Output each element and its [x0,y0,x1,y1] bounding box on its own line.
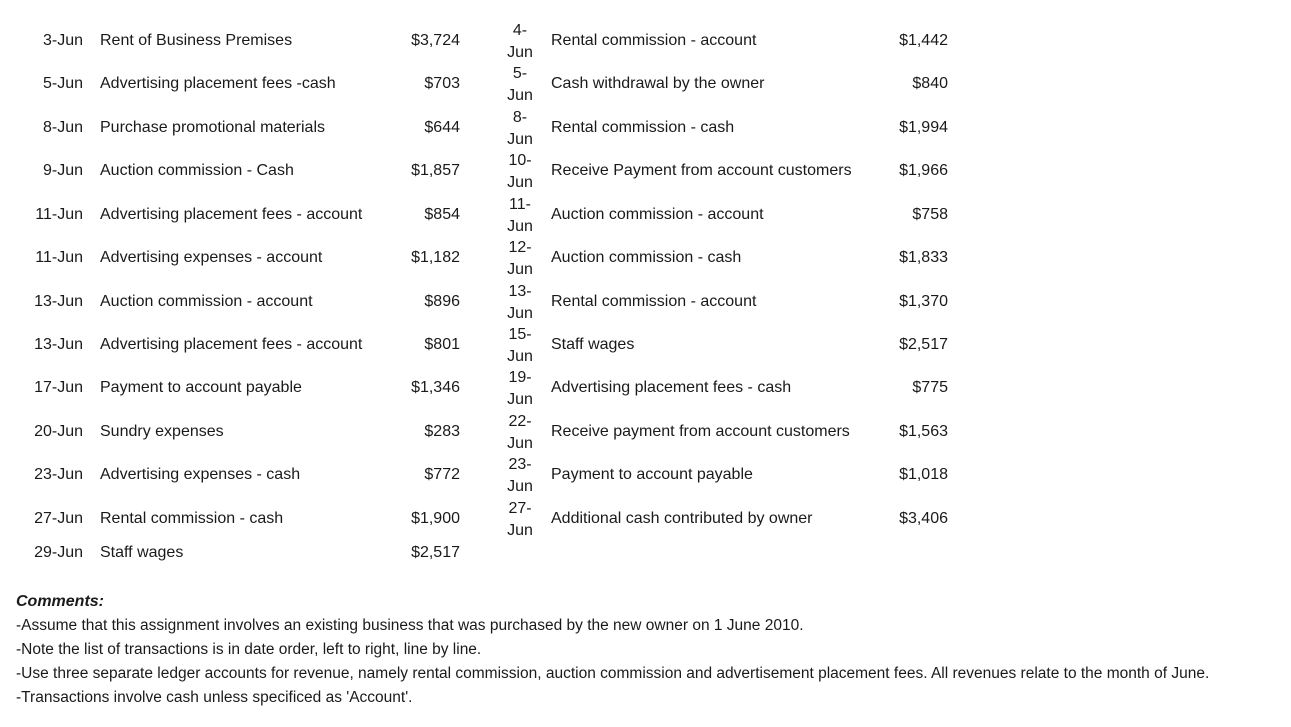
right-date-month: Jun [507,218,533,235]
comment-line: -Transactions involve cash unless specificed as 'Account'. [16,689,413,706]
transaction-row [0,369,1291,409]
right-description: Rental commission - account [551,293,757,310]
transaction-row [0,65,1291,105]
right-date-day: 15- [508,326,532,343]
right-date-day: 22- [508,413,532,430]
left-description: Rental commission - cash [100,510,284,527]
left-amount: $283 [424,423,460,440]
left-amount: $3,724 [411,32,460,49]
right-date-month: Jun [507,522,533,539]
left-description: Advertising placement fees - account [100,336,363,353]
right-description: Receive Payment from account customers [551,162,852,179]
comments-heading: Comments: [16,593,105,610]
left-description: Staff wages [100,544,184,561]
right-amount: $1,994 [899,119,948,136]
left-description: Rent of Business Premises [100,32,293,49]
right-amount: $840 [912,75,948,92]
left-amount: $2,517 [411,544,460,561]
right-date-day: 13- [508,283,532,300]
right-amount: $1,442 [899,32,948,49]
right-date-day: 23- [508,456,532,473]
left-description: Payment to account payable [100,379,302,396]
right-description: Auction commission - account [551,206,764,223]
right-description: Auction commission - cash [551,249,742,266]
right-date-month: Jun [507,478,533,495]
left-description: Auction commission - account [100,293,313,310]
right-date [500,281,540,325]
comment-line: -Use three separate ledger accounts for revenue, namely rental commission, auction commission and advertisement placement fees. All revenues relate to the month of June. [16,665,1210,682]
left-date: 11-Jun [35,206,83,223]
right-amount: $1,563 [899,423,948,440]
right-date-month: Jun [507,174,533,191]
right-description: Additional cash contributed by owner [551,510,813,527]
right-date-month: Jun [507,305,533,322]
comment-line: -Note the list of transactions is in date order, left to right, line by line. [16,641,482,658]
right-amount: $3,406 [899,510,948,527]
transaction-row [0,152,1291,192]
right-description: Rental commission - account [551,32,757,49]
left-date: 11-Jun [35,249,83,266]
right-amount: $1,966 [899,162,948,179]
right-amount: $758 [912,206,948,223]
right-date-month: Jun [507,348,533,365]
right-amount: $1,833 [899,249,948,266]
left-description: Advertising placement fees - account [100,206,363,223]
left-amount: $1,182 [411,249,460,266]
left-date: 20-Jun [34,423,83,440]
right-date-day: 12- [508,239,532,256]
transaction-row [0,109,1291,149]
right-date [500,63,540,107]
right-date-month: Jun [507,261,533,278]
comment-line: -Assume that this assignment involves an existing business that was purchased by the new owner on 1 June 2010. [16,617,804,634]
left-date: 5-Jun [42,75,83,92]
right-date [500,454,540,498]
right-date-month: Jun [507,131,533,148]
right-date-day: 27- [508,500,532,517]
left-amount: $644 [424,119,460,136]
left-date: 29-Jun [34,544,83,561]
right-date-month: Jun [507,435,533,452]
left-date: 13-Jun [34,293,83,310]
right-date [500,107,540,151]
right-amount: $775 [912,379,948,396]
left-amount: $772 [424,466,460,483]
right-date-day: 4- [512,22,528,39]
left-date: 27-Jun [34,510,83,527]
right-date [500,411,540,455]
right-date [500,20,540,64]
left-date: 8-Jun [42,119,83,136]
left-date: 13-Jun [34,336,83,353]
transaction-row [0,22,1291,62]
left-date: 17-Jun [34,379,83,396]
right-amount: $1,018 [899,466,948,483]
right-date-day: 19- [508,369,532,386]
left-description: Auction commission - Cash [100,162,294,179]
left-amount: $854 [424,206,460,223]
left-amount: $703 [424,75,460,92]
left-amount: $1,346 [411,379,460,396]
left-amount: $801 [424,336,460,353]
transaction-row [0,326,1291,366]
left-date: 3-Jun [42,32,83,49]
right-date [500,194,540,238]
comments-section [16,590,1286,710]
right-date [500,324,540,368]
right-description: Cash withdrawal by the owner [551,75,765,92]
right-date [500,237,540,281]
right-date-month: Jun [507,87,533,104]
left-description: Advertising placement fees -cash [100,75,336,92]
transaction-row [0,413,1291,453]
transaction-row [0,534,1291,574]
left-description: Advertising expenses - account [100,249,323,266]
transaction-row [0,196,1291,236]
right-date-day: 10- [508,152,532,169]
right-date-month: Jun [507,44,533,61]
transaction-row [0,283,1291,323]
left-date: 9-Jun [42,162,83,179]
transaction-row [0,239,1291,279]
left-description: Purchase promotional materials [100,119,325,136]
right-date [500,367,540,411]
left-date: 23-Jun [34,466,83,483]
right-description: Rental commission - cash [551,119,735,136]
right-description: Payment to account payable [551,466,753,483]
left-description: Advertising expenses - cash [100,466,301,483]
right-date-day: 8- [512,109,528,126]
right-date-month: Jun [507,391,533,408]
right-description: Staff wages [551,336,635,353]
right-date-day: 5- [512,65,528,82]
right-description: Receive payment from account customers [551,423,850,440]
transaction-row [0,456,1291,496]
right-amount: $2,517 [899,336,948,353]
left-amount: $896 [424,293,460,310]
right-description: Advertising placement fees - cash [551,379,792,396]
right-date [500,150,540,194]
left-amount: $1,900 [411,510,460,527]
right-amount: $1,370 [899,293,948,310]
right-date-day: 11- [509,196,531,213]
left-amount: $1,857 [411,162,460,179]
left-description: Sundry expenses [100,423,224,440]
